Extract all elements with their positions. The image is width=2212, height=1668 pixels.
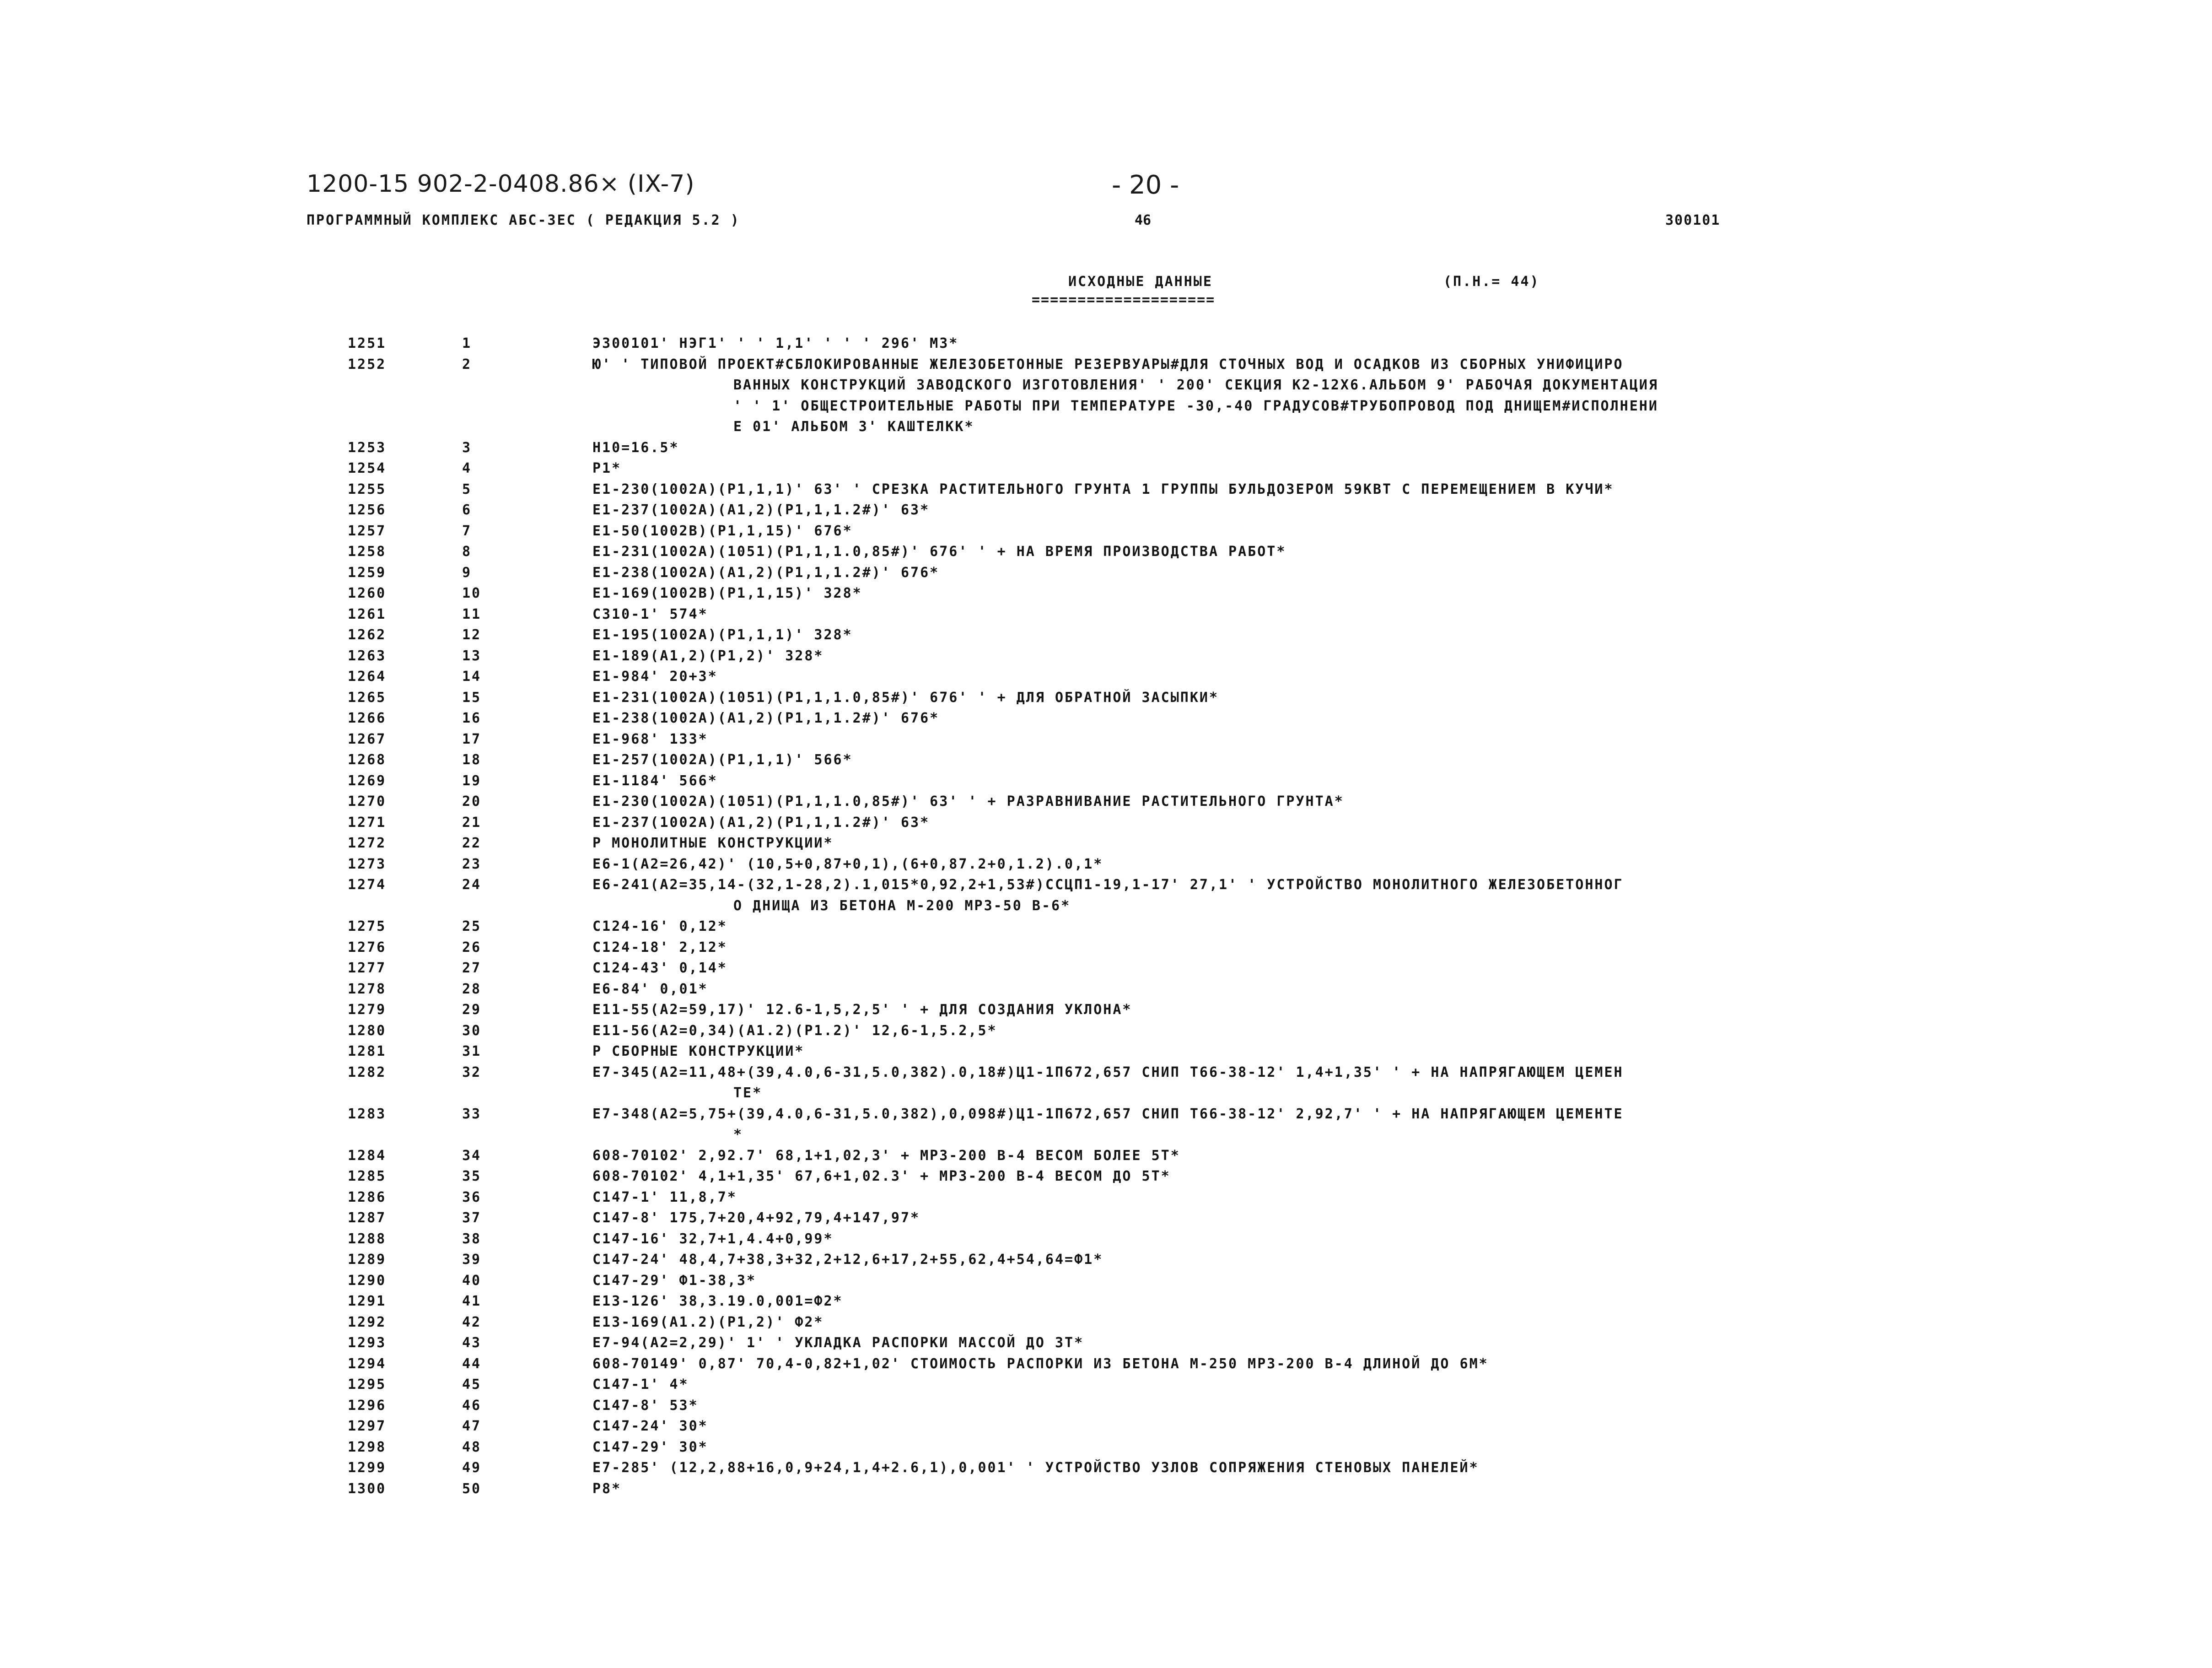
record-text (592, 1249, 1947, 1270)
line-number: 1286 (348, 1189, 387, 1205)
line-number: 1263 (348, 648, 387, 664)
record-text (592, 562, 1947, 583)
listing-row (348, 999, 1949, 1020)
record-text (592, 999, 1947, 1020)
record-text (592, 874, 1947, 916)
record-number: 3 (462, 439, 472, 456)
line-number: 1296 (348, 1397, 387, 1414)
page-header (307, 170, 1908, 228)
listing-row (348, 1416, 1949, 1437)
record-text (592, 1416, 1947, 1437)
record-text-line: С147-24' 48,4,7+38,3+32,2+12,6+17,2+55,62,4+54,64=Ф1* (592, 1252, 1103, 1268)
record-text (592, 708, 1947, 729)
record-number: 20 (462, 794, 482, 810)
line-number: 1282 (348, 1064, 387, 1080)
record-number: 23 (462, 856, 482, 872)
record-text-line: Е13-126' 38,3.19.0,001=Ф2* (592, 1293, 843, 1309)
record-text-line: С310-1' 574* (592, 606, 708, 622)
line-number: 1276 (348, 939, 387, 955)
listing-row (348, 1354, 1949, 1375)
record-text-line: Е1-968' 133* (592, 731, 708, 747)
record-text-line: Е7-94(А2=2,29)' 1' ' УКЛАДКА РАСПОРКИ МАССОЙ ДО 3Т* (592, 1335, 1084, 1351)
record-text-line: Е1-189(А1,2)(Р1,2)' 328* (592, 648, 824, 664)
record-number: 45 (462, 1377, 482, 1393)
record-text-line: Е7-348(А2=5,75+(39,4.0,6-31,5.0,382),0,098#)Ц1-1П672,657 СНИП Т66-38-12' 2,92,7' ' + НА НАПРЯГАЮЩЕМ ЦЕМЕНТЕ (592, 1106, 1624, 1122)
listing-row (348, 1062, 1949, 1104)
listing-row (348, 1374, 1949, 1395)
record-text (592, 771, 1947, 792)
line-number: 1300 (348, 1480, 387, 1497)
record-number: 42 (462, 1314, 482, 1330)
section-underline: ==================== (1032, 292, 1216, 308)
line-number: 1256 (348, 502, 387, 518)
record-number: 49 (462, 1460, 482, 1476)
listing-row (348, 1104, 1949, 1145)
line-number: 1279 (348, 1002, 387, 1018)
listing-row (348, 958, 1949, 979)
record-text (592, 833, 1947, 854)
record-text-continuation: * (733, 1127, 743, 1143)
record-number: 8 (462, 544, 472, 560)
record-number: 50 (462, 1480, 482, 1497)
record-text-continuation: ТЕ* (733, 1085, 763, 1101)
record-text-line: Е6-84' 0,01* (592, 981, 708, 997)
listing-row (348, 500, 1949, 521)
record-number: 27 (462, 960, 482, 976)
record-text-continuation: Е 01' АЛЬБОМ 3' КАШТЕЛКК* (733, 419, 974, 435)
record-number: 6 (462, 502, 472, 518)
listing-row (348, 916, 1949, 937)
record-number: 28 (462, 981, 482, 997)
record-text (592, 479, 1947, 500)
listing-row (348, 1312, 1949, 1333)
record-text-line: С147-29' 30* (592, 1439, 708, 1455)
listing-row (348, 1395, 1949, 1416)
record-text (592, 791, 1947, 812)
record-number: 19 (462, 772, 482, 789)
line-number: 1293 (348, 1335, 387, 1351)
record-number: 30 (462, 1022, 482, 1039)
record-text-line: Э300101' НЭГ1' ' ' 1,1' ' ' ' 296' МЗ* (592, 335, 959, 351)
section-header (1032, 274, 1672, 310)
record-text (592, 958, 1947, 979)
line-number: 1297 (348, 1418, 387, 1434)
record-number: 44 (462, 1355, 482, 1372)
line-number: 1268 (348, 752, 387, 768)
record-number: 47 (462, 1418, 482, 1434)
record-text (592, 437, 1947, 459)
record-text (592, 354, 1947, 437)
record-text-line: Е1-50(1002В)(Р1,1,15)' 676* (592, 523, 853, 539)
listing-row (348, 1333, 1949, 1354)
listing-row (348, 687, 1949, 708)
record-number: 33 (462, 1106, 482, 1122)
record-text-line: Р СБОРНЫЕ КОНСТРУКЦИИ* (592, 1043, 805, 1059)
record-number: 35 (462, 1168, 482, 1184)
record-number: 48 (462, 1439, 482, 1455)
listing-row (348, 1187, 1949, 1208)
record-text (592, 937, 1947, 958)
record-number: 46 (462, 1397, 482, 1414)
record-text-line: Е1-230(1002А)(Р1,1,1)' 63' ' СРЕЗКА РАСТИТЕЛЬНОГО ГРУНТА 1 ГРУППЫ БУЛЬДОЗЕРОМ 59КВТ С ПЕРЕМЕЩЕНИЕМ В КУЧИ* (592, 481, 1614, 497)
record-text-line: 608-70102' 2,92.7' 68,1+1,02,3' + МРЗ-200 В-4 ВЕСОМ БОЛЕЕ 5Т* (592, 1147, 1180, 1164)
line-number: 1257 (348, 523, 387, 539)
line-number: 1290 (348, 1272, 387, 1289)
record-text-continuation: ' ' 1' ОБЩЕСТРОИТЕЛЬНЫЕ РАБОТЫ ПРИ ТЕМПЕРАТУРЕ -30,-40 ГРАДУСОВ#ТРУБОПРОВОД ПОД ДНИЩЕМ#ИСПОЛНЕНИ (733, 398, 1658, 414)
record-text-line: Е1-257(1002А)(Р1,1,1)' 566* (592, 752, 853, 768)
record-text (592, 1457, 1947, 1479)
record-text (592, 521, 1947, 542)
record-text-line: Е1-238(1002А)(А1,2)(Р1,1,1.2#)' 676* (592, 710, 940, 726)
record-text (592, 1354, 1947, 1375)
record-text-line: Е1-230(1002А)(1051)(Р1,1,1.0,85#)' 63' ' + РАЗРАВНИВАНИЕ РАСТИТЕЛЬНОГО ГРУНТА* (592, 794, 1344, 810)
record-number: 25 (462, 918, 482, 934)
record-text-line: С147-1' 4* (592, 1377, 689, 1393)
record-text-line: Е1-238(1002А)(А1,2)(Р1,1,1.2#)' 676* (592, 564, 940, 581)
listing-row (348, 1166, 1949, 1187)
record-number: 18 (462, 752, 482, 768)
listing-row (348, 937, 1949, 958)
listing-row (348, 750, 1949, 771)
listing-row (348, 1041, 1949, 1062)
line-number: 1275 (348, 918, 387, 934)
line-number: 1285 (348, 1168, 387, 1184)
record-text-line: Е1-231(1002А)(1051)(Р1,1,1.0,85#)' 676' ' + ДЛЯ ОБРАТНОЙ ЗАСЫПКИ* (592, 689, 1219, 706)
line-number: 1298 (348, 1439, 387, 1455)
data-listing (348, 333, 1949, 1499)
record-number: 16 (462, 710, 482, 726)
record-number: 10 (462, 585, 482, 601)
record-text-line: Е13-169(А1.2)(Р1,2)' Ф2* (592, 1314, 824, 1330)
listing-row (348, 458, 1949, 479)
line-number: 1292 (348, 1314, 387, 1330)
record-text-line: С124-16' 0,12* (592, 918, 727, 934)
line-number: 1294 (348, 1355, 387, 1372)
listing-row (348, 646, 1949, 667)
listing-row (348, 354, 1949, 437)
line-number: 1267 (348, 731, 387, 747)
record-text-line: С124-43' 0,14* (592, 960, 727, 976)
line-number: 1265 (348, 689, 387, 706)
record-text (592, 625, 1947, 646)
line-number: 1264 (348, 669, 387, 685)
record-number: 31 (462, 1043, 482, 1059)
record-number: 39 (462, 1252, 482, 1268)
record-text-continuation: О ДНИЩА ИЗ БЕТОНА М-200 МРЗ-50 В-6* (733, 897, 1071, 914)
record-text-line: Р1* (592, 460, 622, 476)
record-number: 43 (462, 1335, 482, 1351)
record-text-line: Е1-1184' 566* (592, 772, 718, 789)
line-number: 1288 (348, 1231, 387, 1247)
document-stamp: 1200-15 902-2-0408.86× (IX-7) (307, 170, 695, 198)
record-text (592, 1479, 1947, 1500)
record-text-line: Е11-56(А2=0,34)(А1.2)(Р1.2)' 12,6-1,5.2,5* (592, 1022, 997, 1039)
listing-row (348, 521, 1949, 542)
listing-row (348, 812, 1949, 833)
listing-row (348, 1020, 1949, 1042)
record-text (592, 979, 1947, 1000)
record-text (592, 1229, 1947, 1250)
listing-row (348, 1229, 1949, 1250)
line-number: 1251 (348, 335, 387, 351)
record-text-line: Е6-1(А2=26,42)' (10,5+0,87+0,1),(6+0,87.2+0,1.2).0,1* (592, 856, 1103, 872)
line-number: 1284 (348, 1147, 387, 1164)
record-text-line: С147-1' 11,8,7* (592, 1189, 737, 1205)
line-number: 1274 (348, 877, 387, 893)
line-number: 1254 (348, 460, 387, 476)
program-title: ПРОГРАММНЫЙ КОМПЛЕКС АБС-ЗЕС ( РЕДАКЦИЯ 5.2 ) (307, 212, 740, 228)
record-text-line: Е7-345(А2=11,48+(39,4.0,6-31,5.0,382).0,18#)Ц1-1П672,657 СНИП Т66-38-12' 1,4+1,35' ' + НА НАПРЯГАЮЩЕМ ЦЕМЕН (592, 1064, 1624, 1080)
line-number: 1299 (348, 1460, 387, 1476)
record-text (592, 333, 1947, 354)
listing-row (348, 1145, 1949, 1166)
record-text (592, 1270, 1947, 1291)
record-number: 14 (462, 669, 482, 685)
line-number: 1262 (348, 627, 387, 643)
record-number: 41 (462, 1293, 482, 1309)
record-text-line: С147-16' 32,7+1,4.4+0,99* (592, 1231, 834, 1247)
listing-row (348, 874, 1949, 916)
record-text (592, 1187, 1947, 1208)
record-number: 24 (462, 877, 482, 893)
record-number: 11 (462, 606, 482, 622)
section-reference: (П.Н.= 44) (1443, 274, 1540, 290)
record-number: 36 (462, 1189, 482, 1205)
record-number: 32 (462, 1064, 482, 1080)
record-text-line: Е11-55(А2=59,17)' 12.6-1,5,2,5' ' + ДЛЯ СОЗДАНИЯ УКЛОНА* (592, 1002, 1132, 1018)
record-text-line: С147-8' 175,7+20,4+92,79,4+147,97* (592, 1210, 920, 1226)
line-number: 1287 (348, 1210, 387, 1226)
record-text (592, 1020, 1947, 1042)
line-number: 1271 (348, 814, 387, 831)
record-number: 21 (462, 814, 482, 831)
listing-row (348, 333, 1949, 354)
record-number: 5 (462, 481, 472, 497)
listing-row (348, 1291, 1949, 1312)
record-text (592, 458, 1947, 479)
record-number: 34 (462, 1147, 482, 1164)
record-text (592, 854, 1947, 875)
record-text (592, 604, 1947, 625)
record-text-line: С147-24' 30* (592, 1418, 708, 1434)
listing-row (348, 791, 1949, 812)
line-number: 1295 (348, 1377, 387, 1393)
record-text (592, 1395, 1947, 1416)
record-text-line: Ю' ' ТИПОВОЙ ПРОЕКТ#СБЛОКИРОВАННЫЕ ЖЕЛЕЗОБЕТОННЫЕ РЕЗЕРВУАРЫ#ДЛЯ СТОЧНЫХ ВОД И ОСАДКОВ ИЗ СБОРНЫХ УНИФИЦИРО (592, 356, 1624, 372)
sheet-number: 46 (1135, 212, 1152, 228)
listing-row (348, 833, 1949, 854)
record-text (592, 583, 1947, 604)
record-text-line: Е1-984' 20+3* (592, 669, 718, 685)
record-number: 22 (462, 835, 482, 851)
record-text (592, 666, 1947, 687)
record-text-line: Е1-195(1002А)(Р1,1,1)' 328* (592, 627, 853, 643)
record-text (592, 541, 1947, 562)
line-number: 1266 (348, 710, 387, 726)
line-number: 1261 (348, 606, 387, 622)
page-number: - 20 - (1112, 170, 1179, 200)
record-text-line: Е1-169(1002В)(Р1,1,15)' 328* (592, 585, 862, 601)
record-text (592, 812, 1947, 833)
record-text (592, 646, 1947, 667)
line-number: 1260 (348, 585, 387, 601)
record-number: 2 (462, 356, 472, 372)
listing-row (348, 1249, 1949, 1270)
record-text (592, 1062, 1947, 1104)
record-number: 7 (462, 523, 472, 539)
line-number: 1281 (348, 1043, 387, 1059)
line-number: 1280 (348, 1022, 387, 1039)
line-number: 1289 (348, 1252, 387, 1268)
listing-row (348, 1270, 1949, 1291)
record-text-line: Е6-241(А2=35,14-(32,1-28,2).1,015*0,92,2+1,53#)ССЦП1-19,1-17' 27,1' ' УСТРОЙСТВО МОНОЛИТНОГО ЖЕЛЕЗОБЕТОННОГ (592, 877, 1624, 893)
record-number: 26 (462, 939, 482, 955)
line-number: 1258 (348, 544, 387, 560)
line-number: 1253 (348, 439, 387, 456)
listing-row (348, 729, 1949, 750)
record-text (592, 1291, 1947, 1312)
listing-row (348, 1457, 1949, 1479)
record-text-continuation: ВАННЫХ КОНСТРУКЦИЙ ЗАВОДСКОГО ИЗГОТОВЛЕНИЯ' ' 200' СЕКЦИЯ К2-12Х6.АЛЬБОМ 9' РАБОЧАЯ ДОКУМЕНТАЦИЯ (733, 377, 1658, 393)
line-number: 1272 (348, 835, 387, 851)
record-text-line: Н10=16.5* (592, 439, 679, 456)
record-text-line: Е1-231(1002А)(1051)(Р1,1,1.0,85#)' 676' ' + НА ВРЕМЯ ПРОИЗВОДСТВА РАБОТ* (592, 544, 1286, 560)
line-number: 1255 (348, 481, 387, 497)
record-number: 15 (462, 689, 482, 706)
line-number: 1291 (348, 1293, 387, 1309)
record-text-line: Р МОНОЛИТНЫЕ КОНСТРУКЦИИ* (592, 835, 834, 851)
listing-row (348, 604, 1949, 625)
record-text (592, 916, 1947, 937)
record-number: 13 (462, 648, 482, 664)
line-number: 1270 (348, 794, 387, 810)
record-text (592, 750, 1947, 771)
record-text (592, 729, 1947, 750)
listing-row (348, 666, 1949, 687)
line-number: 1259 (348, 564, 387, 581)
record-number: 9 (462, 564, 472, 581)
listing-row (348, 708, 1949, 729)
record-number: 4 (462, 460, 472, 476)
listing-row (348, 1479, 1949, 1500)
listing-row (348, 979, 1949, 1000)
line-number: 1273 (348, 856, 387, 872)
record-text-line: 608-70149' 0,87' 70,4-0,82+1,02' СТОИМОСТЬ РАСПОРКИ ИЗ БЕТОНА М-250 МРЗ-200 В-4 ДЛИНОЙ ДО 6М* (592, 1355, 1489, 1372)
listing-row (348, 562, 1949, 583)
record-text-line: Р8* (592, 1480, 622, 1497)
record-text (592, 687, 1947, 708)
record-number: 40 (462, 1272, 482, 1289)
record-text-line: С147-29' Ф1-38,3* (592, 1272, 757, 1289)
document-code: 300101 (1665, 212, 1721, 228)
listing-row (348, 771, 1949, 792)
listing-row (348, 1208, 1949, 1229)
record-text (592, 1333, 1947, 1354)
record-text (592, 1208, 1947, 1229)
section-title: ИСХОДНЫЕ ДАННЫЕ (1068, 274, 1213, 290)
record-number: 12 (462, 627, 482, 643)
listing-row (348, 625, 1949, 646)
record-text-line: Е1-237(1002А)(А1,2)(Р1,1,1.2#)' 63* (592, 814, 930, 831)
line-number: 1283 (348, 1106, 387, 1122)
listing-row (348, 479, 1949, 500)
record-text (592, 1166, 1947, 1187)
record-number: 29 (462, 1002, 482, 1018)
listing-row (348, 583, 1949, 604)
record-number: 1 (462, 335, 472, 351)
record-text-line: 608-70102' 4,1+1,35' 67,6+1,02.3' + МРЗ-200 В-4 ВЕСОМ ДО 5Т* (592, 1168, 1171, 1184)
record-text (592, 1374, 1947, 1395)
record-number: 37 (462, 1210, 482, 1226)
record-text (592, 1437, 1947, 1458)
listing-row (348, 1437, 1949, 1458)
listing-row (348, 437, 1949, 459)
record-text (592, 1312, 1947, 1333)
line-number: 1278 (348, 981, 387, 997)
record-text (592, 1104, 1947, 1145)
record-text (592, 1041, 1947, 1062)
line-number: 1269 (348, 772, 387, 789)
record-text (592, 500, 1947, 521)
line-number: 1277 (348, 960, 387, 976)
record-text-line: Е1-237(1002А)(А1,2)(Р1,1,1.2#)' 63* (592, 502, 930, 518)
record-text (592, 1145, 1947, 1166)
record-text-line: С147-8' 53* (592, 1397, 699, 1414)
record-text-line: С124-18' 2,12* (592, 939, 727, 955)
record-number: 17 (462, 731, 482, 747)
listing-row (348, 541, 1949, 562)
record-number: 38 (462, 1231, 482, 1247)
line-number: 1252 (348, 356, 387, 372)
listing-row (348, 854, 1949, 875)
record-text-line: Е7-285' (12,2,88+16,0,9+24,1,4+2.6,1),0,001' ' УСТРОЙСТВО УЗЛОВ СОПРЯЖЕНИЯ СТЕНОВЫХ ПАНЕЛЕЙ* (592, 1460, 1479, 1476)
